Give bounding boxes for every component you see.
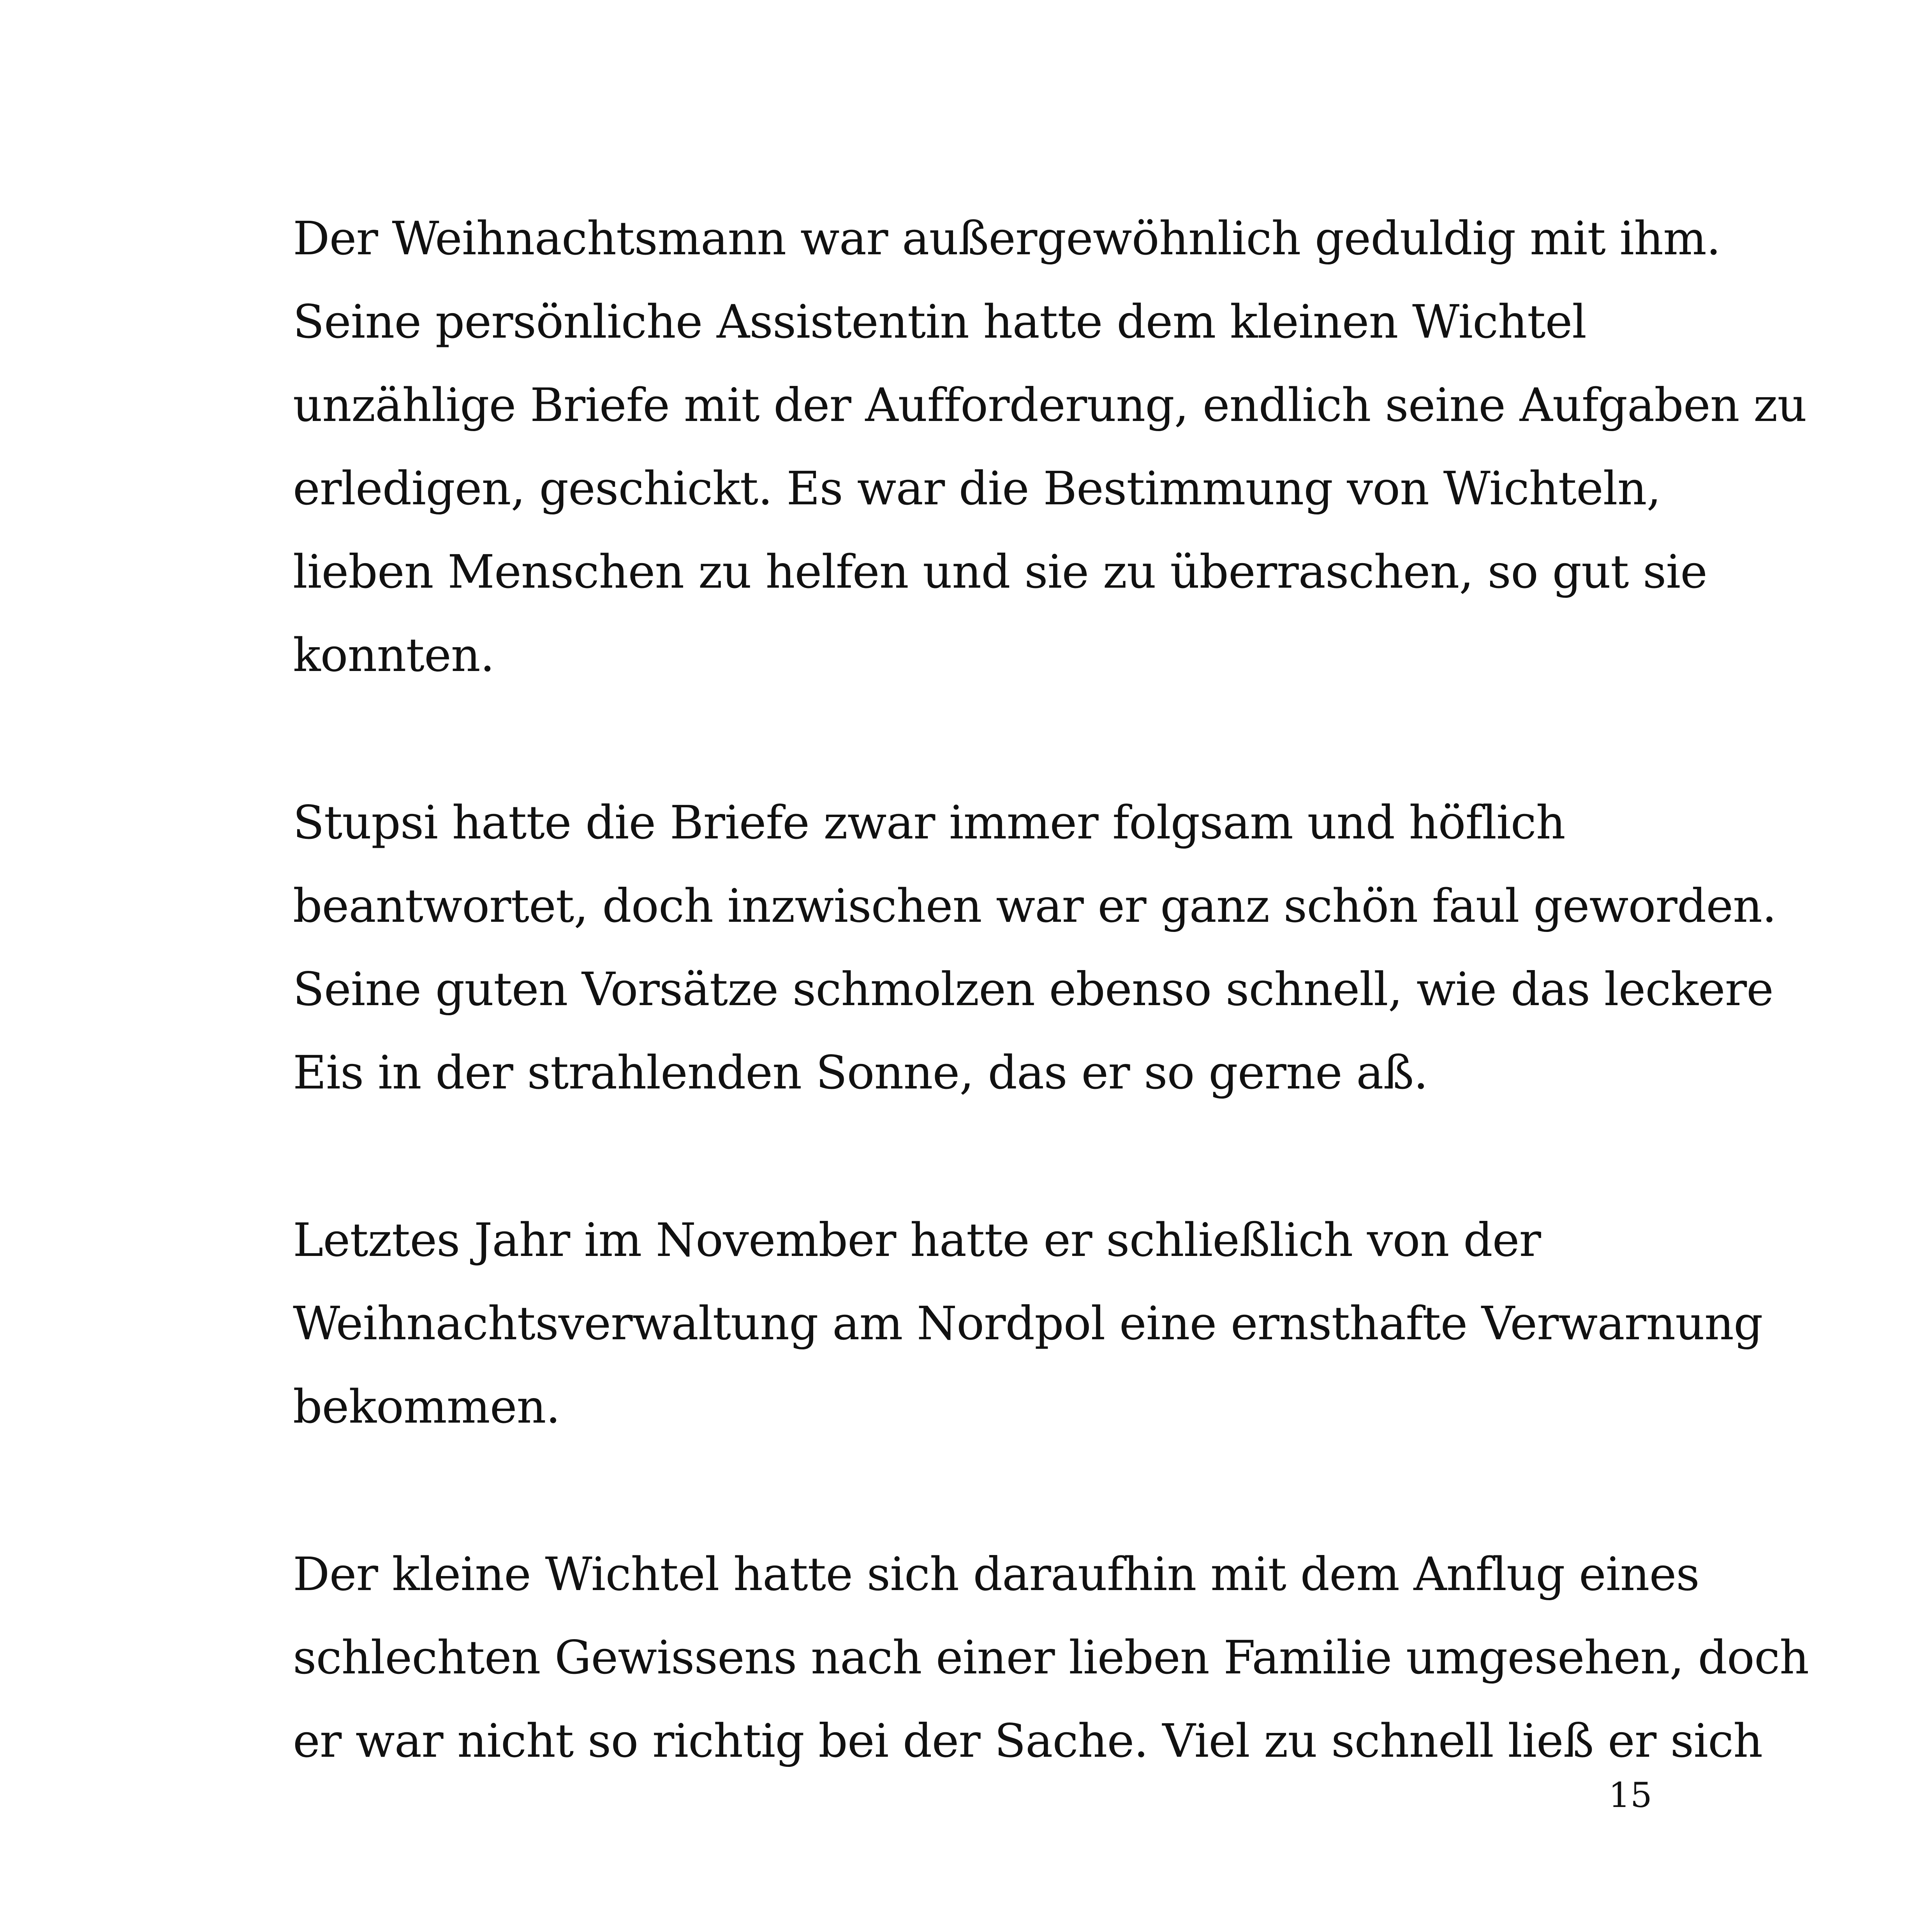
paragraph-4 [293, 1532, 1809, 1782]
text-line: beantwortet, doch inzwischen war er ganz schön faul geworden. [293, 879, 1776, 933]
text-line: Letztes Jahr im November hatte er schließlich von der [293, 1213, 1541, 1267]
text-line: lieben Menschen zu helfen und sie zu überraschen, so gut sie [293, 545, 1707, 599]
paragraph-1 [293, 197, 1807, 697]
body-text [293, 197, 1809, 1867]
text-line: bekommen. [293, 1380, 560, 1434]
page-number: 15 [1609, 1775, 1652, 1815]
text-line: er war nicht so richtig bei der Sache. Viel zu schnell ließ er sich [293, 1714, 1763, 1768]
text-line: Seine persönliche Assistentin hatte dem kleinen Wichtel [293, 295, 1587, 349]
text-line: Stupsi hatte die Briefe zwar immer folgsam und höflich [293, 796, 1565, 849]
text-line: konnten. [293, 628, 495, 682]
text-line: schlechten Gewissens nach einer lieben Familie umgesehen, doch [293, 1631, 1809, 1684]
text-line: Seine guten Vorsätze schmolzen ebenso schnell, wie das leckere [293, 962, 1774, 1016]
text-line: unzählige Briefe mit der Aufforderung, endlich seine Aufgaben zu [293, 378, 1807, 432]
text-line: Der Weihnachtsmann war außergewöhnlich geduldig mit ihm. [293, 211, 1721, 265]
paragraph-2 [293, 781, 1776, 1114]
text-line: Eis in der strahlenden Sonne, das er so gerne aß. [293, 1046, 1428, 1099]
text-line: Weihnachtsverwaltung am Nordpol eine ernsthafte Verwarnung [293, 1296, 1763, 1350]
text-line: erledigen, geschickt. Es war die Bestimmung von Wichteln, [293, 461, 1661, 515]
paragraph-3 [293, 1198, 1763, 1448]
text-line: Der kleine Wichtel hatte sich daraufhin mit dem Anflug eines [293, 1547, 1699, 1601]
